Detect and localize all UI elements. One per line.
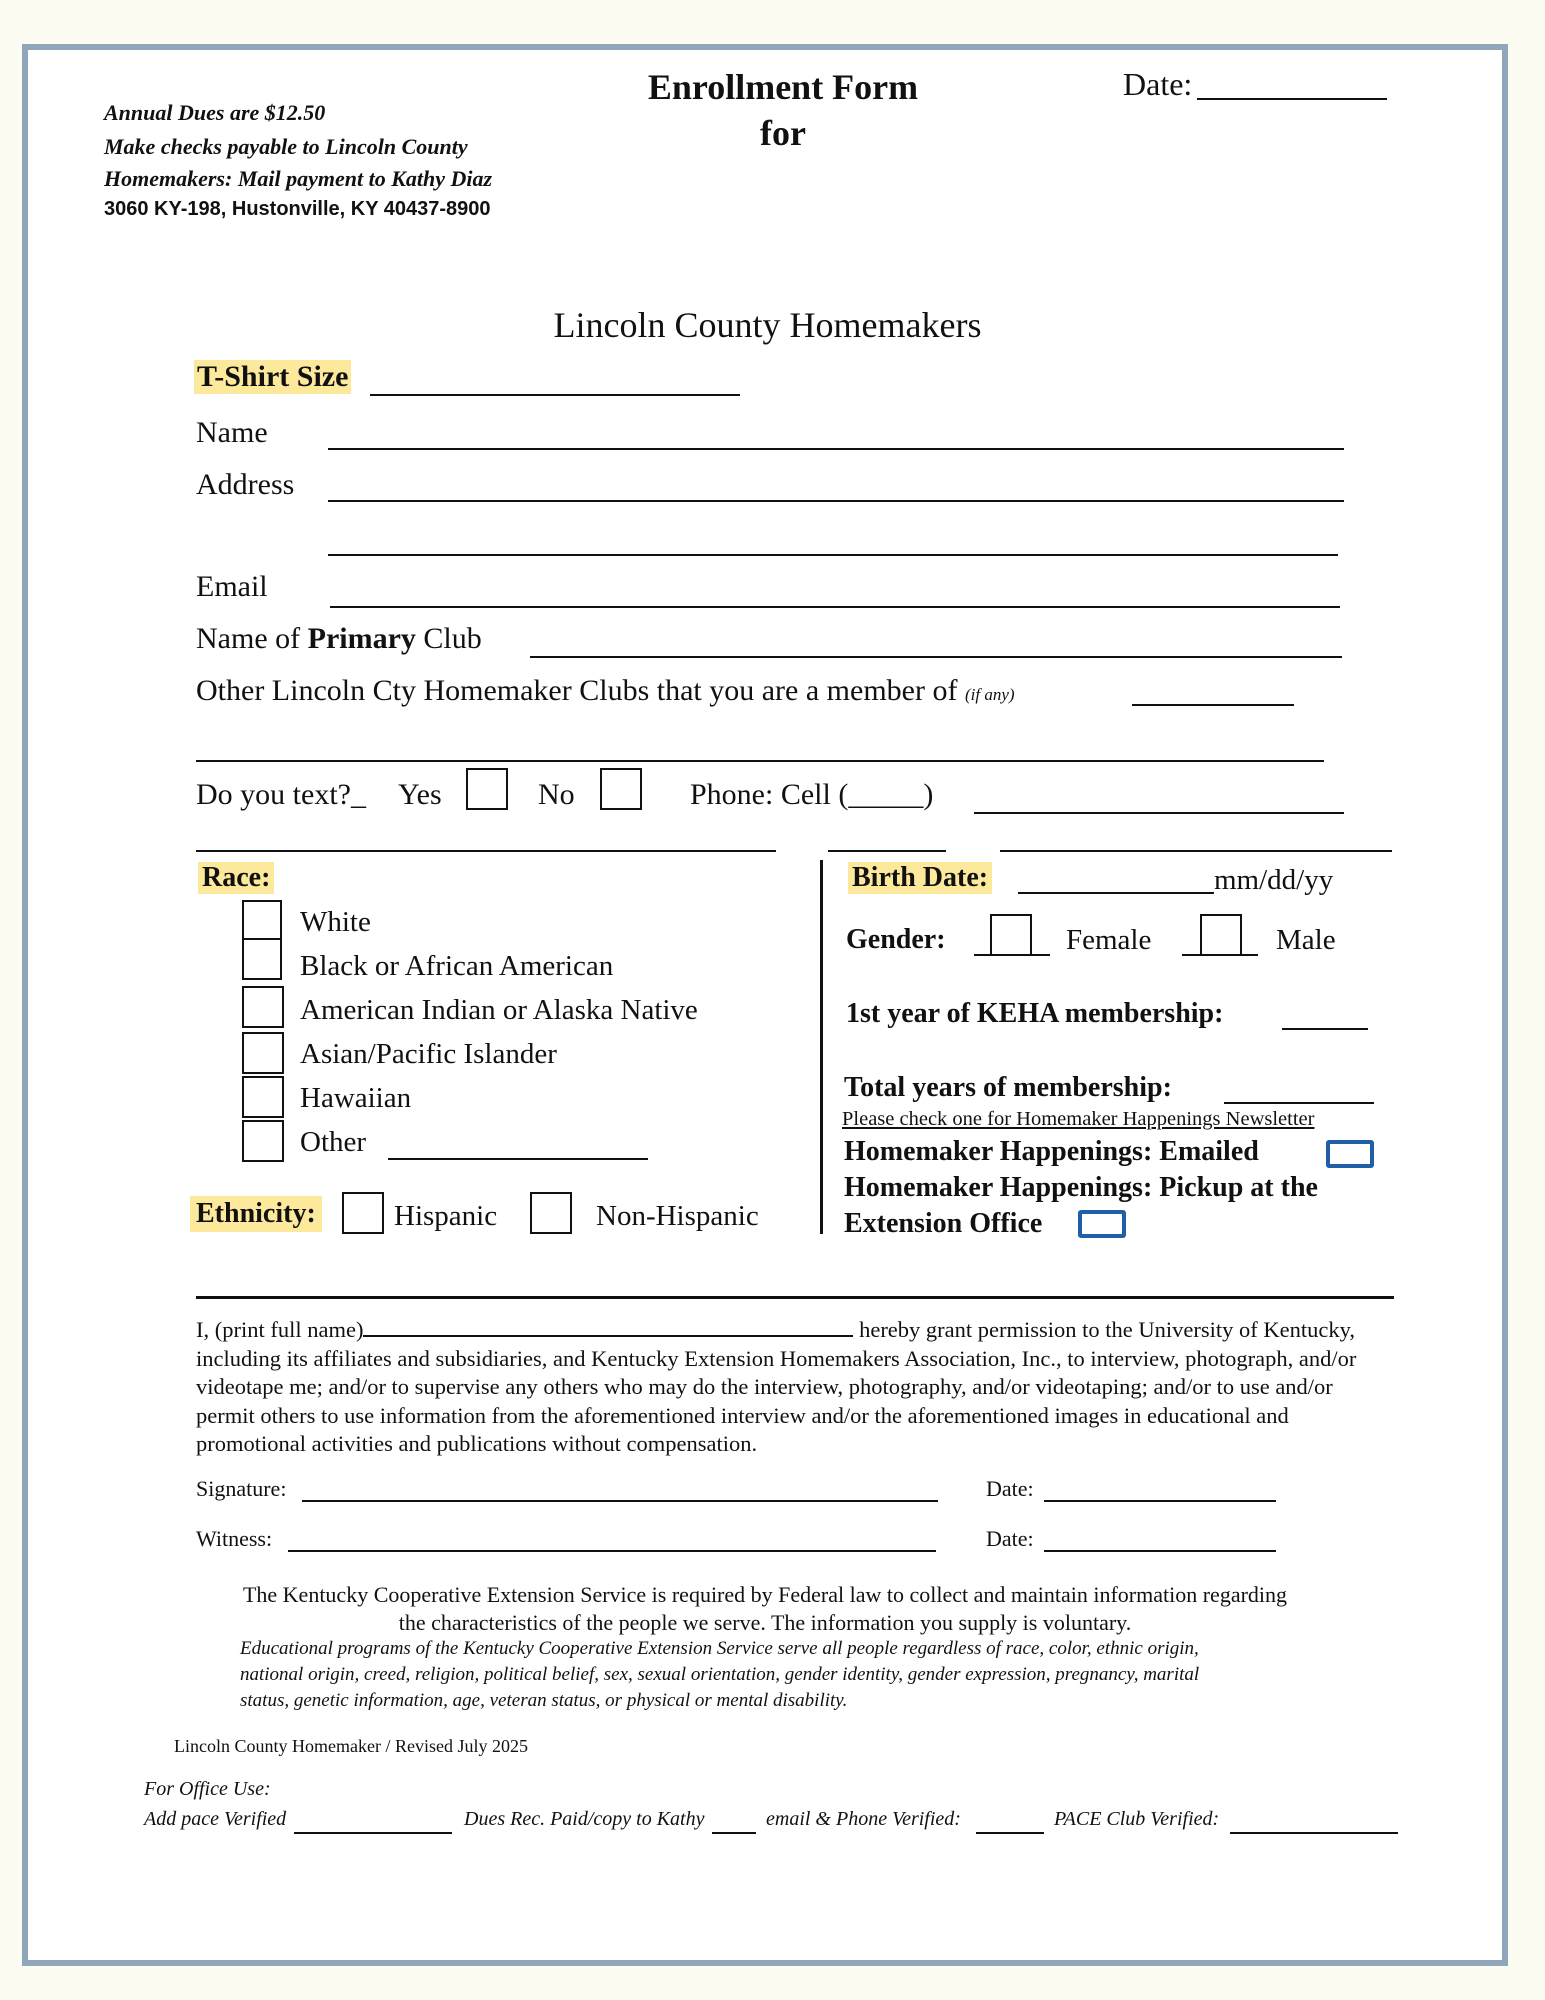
signature-label: Signature:	[196, 1476, 287, 1501]
separator-line-left	[196, 850, 776, 852]
separator-line-middle	[828, 850, 946, 852]
race-option-american-indian: American Indian or Alaska Native	[300, 994, 698, 1026]
race-american-indian-checkbox[interactable]	[242, 986, 284, 1028]
signature-date-label: Date:	[986, 1476, 1034, 1501]
office-use-label: For Office Use:	[144, 1778, 271, 1800]
pace-club-verified-field[interactable]	[1230, 1832, 1398, 1834]
add-pace-label: Add pace Verified	[144, 1808, 287, 1830]
yes-label: Yes	[398, 778, 442, 811]
birth-date-format: mm/dd/yy	[1214, 864, 1334, 896]
address-label: Address	[196, 468, 295, 501]
ethnicity-non-hispanic-label: Non-Hispanic	[596, 1200, 759, 1232]
newsletter-pickup-label-2: Extension Office	[844, 1208, 1043, 1239]
dues-rec-field[interactable]	[712, 1832, 756, 1834]
dues-line-3: Homemakers: Mail payment to Kathy Diaz	[104, 166, 493, 191]
no-label: No	[538, 778, 575, 811]
section-divider	[196, 1296, 1394, 1299]
newsletter-pickup-label-1: Homemaker Happenings: Pickup at the	[844, 1172, 1318, 1203]
address-field-1[interactable]	[328, 500, 1344, 502]
race-other-checkbox[interactable]	[242, 1120, 284, 1162]
race-option-hawaiian: Hawaiian	[300, 1082, 412, 1114]
org-name: Lincoln County Homemakers	[553, 305, 982, 345]
name-field[interactable]	[328, 448, 1344, 450]
text-no-checkbox[interactable]	[600, 768, 642, 810]
primary-club-label: Name of Primary Club	[196, 622, 482, 655]
email-field[interactable]	[330, 606, 1340, 608]
ethnicity-hispanic-label: Hispanic	[394, 1200, 498, 1232]
total-years-label: Total years of membership:	[844, 1072, 1172, 1103]
birth-date-field[interactable]	[1018, 892, 1214, 894]
edu-notice-line-3: status, genetic information, age, veteran status, or physical or mental disability.	[240, 1690, 848, 1711]
address-field-2[interactable]	[328, 554, 1338, 556]
signature-date-field[interactable]	[1044, 1500, 1276, 1502]
ethnicity-non-hispanic-checkbox[interactable]	[530, 1192, 572, 1234]
witness-label: Witness:	[196, 1526, 273, 1551]
text-question: Do you text?_	[196, 778, 366, 811]
date-field[interactable]	[1197, 98, 1387, 100]
email-phone-verified-field[interactable]	[976, 1832, 1044, 1834]
other-clubs-label: Other Lincoln Cty Homemaker Clubs that you are a member of (if any)	[196, 674, 1015, 707]
race-option-other: Other	[300, 1126, 367, 1158]
add-pace-field[interactable]	[294, 1832, 452, 1834]
mailing-address: 3060 KY-198, Hustonville, KY 40437-8900	[104, 198, 491, 220]
pace-club-verified-label: PACE Club Verified:	[1054, 1808, 1220, 1830]
birth-date-label: Birth Date:	[848, 862, 992, 894]
other-clubs-field-2[interactable]	[196, 760, 1324, 762]
tshirt-size-label: T-Shirt Size	[194, 360, 351, 394]
gender-label: Gender:	[846, 924, 946, 955]
federal-notice-line-2: the characteristics of the people we serve. The information you supply is voluntary.	[398, 1610, 1132, 1635]
gender-male-label: Male	[1276, 924, 1336, 956]
race-white-checkbox[interactable]	[242, 900, 282, 942]
race-option-asian: Asian/Pacific Islander	[300, 1038, 557, 1070]
first-year-label: 1st year of KEHA membership:	[846, 998, 1224, 1029]
race-black-checkbox[interactable]	[242, 938, 282, 980]
witness-date-field[interactable]	[1044, 1550, 1276, 1552]
edu-notice-line-2: national origin, creed, religion, political belief, sex, sexual orientation, gender identity, gender expression, pregnancy, marital	[240, 1664, 1200, 1685]
separator-line-right	[1000, 850, 1392, 852]
form-title: Enrollment Form	[647, 67, 919, 107]
newsletter-emailed-label: Homemaker Happenings: Emailed	[844, 1136, 1259, 1167]
date-label: Date:	[1123, 66, 1193, 102]
email-phone-verified-label: email & Phone Verified:	[766, 1808, 961, 1830]
dues-rec-label: Dues Rec. Paid/copy to Kathy	[464, 1808, 705, 1830]
first-year-field[interactable]	[1282, 1028, 1368, 1030]
form-title-for: for	[760, 113, 806, 153]
permission-text: hereby grant permission to the University of Kentucky, including its affiliates and subsidiaries, and Kentucky Extension Homemakers Association, Inc., to interview, photograph, and/or videotape me; and/or to supervise any others who may do the interview, photography, and/or videotaping; and/or to use and/or permit others to use information from the aforementioned interview and/or the aforementioned images in educational and promotional activities and publications without compensation.	[196, 1317, 1357, 1457]
ethnicity-label: Ethnicity:	[190, 1196, 322, 1232]
revised-note: Lincoln County Homemaker / Revised July 2025	[174, 1736, 528, 1756]
total-years-field[interactable]	[1224, 1102, 1374, 1104]
permission-prefix: I, (print full name)	[196, 1317, 364, 1342]
race-label: Race:	[198, 862, 274, 894]
primary-club-field[interactable]	[530, 656, 1342, 658]
race-asian-checkbox[interactable]	[242, 1032, 284, 1074]
gender-male-checkbox[interactable]	[1200, 914, 1242, 956]
signature-field[interactable]	[302, 1500, 938, 1502]
column-divider	[820, 860, 823, 1234]
tshirt-size-field[interactable]	[370, 394, 740, 396]
phone-field[interactable]	[974, 812, 1344, 814]
witness-field[interactable]	[288, 1550, 936, 1552]
text-yes-checkbox[interactable]	[466, 768, 508, 810]
gender-female-checkbox[interactable]	[990, 914, 1032, 956]
race-option-black: Black or African American	[300, 950, 614, 982]
newsletter-emailed-checkbox[interactable]	[1326, 1140, 1374, 1168]
witness-date-label: Date:	[986, 1526, 1034, 1551]
permission-paragraph	[196, 1316, 1386, 1459]
edu-notice-line-1: Educational programs of the Kentucky Cooperative Extension Service serve all people regardless of race, color, ethnic origin,	[240, 1638, 1199, 1659]
dues-line-2: Make checks payable to Lincoln County	[104, 134, 468, 159]
newsletter-note: Please check one for Homemaker Happenings Newsletter	[842, 1108, 1315, 1130]
other-clubs-field-1[interactable]	[1132, 704, 1294, 706]
dues-line-1: Annual Dues are $12.50	[104, 100, 326, 125]
email-label: Email	[196, 570, 268, 603]
federal-notice-line-1: The Kentucky Cooperative Extension Service is required by Federal law to collect and maintain information regarding	[242, 1582, 1288, 1607]
gender-female-label: Female	[1066, 924, 1152, 956]
race-hawaiian-checkbox[interactable]	[242, 1076, 284, 1118]
ethnicity-hispanic-checkbox[interactable]	[342, 1192, 384, 1234]
name-label: Name	[196, 416, 268, 449]
print-name-field[interactable]	[363, 1335, 853, 1337]
race-option-white: White	[300, 906, 371, 938]
phone-label: Phone: Cell (_____)	[690, 778, 934, 811]
race-other-field[interactable]	[388, 1158, 648, 1160]
newsletter-pickup-checkbox[interactable]	[1078, 1210, 1126, 1238]
